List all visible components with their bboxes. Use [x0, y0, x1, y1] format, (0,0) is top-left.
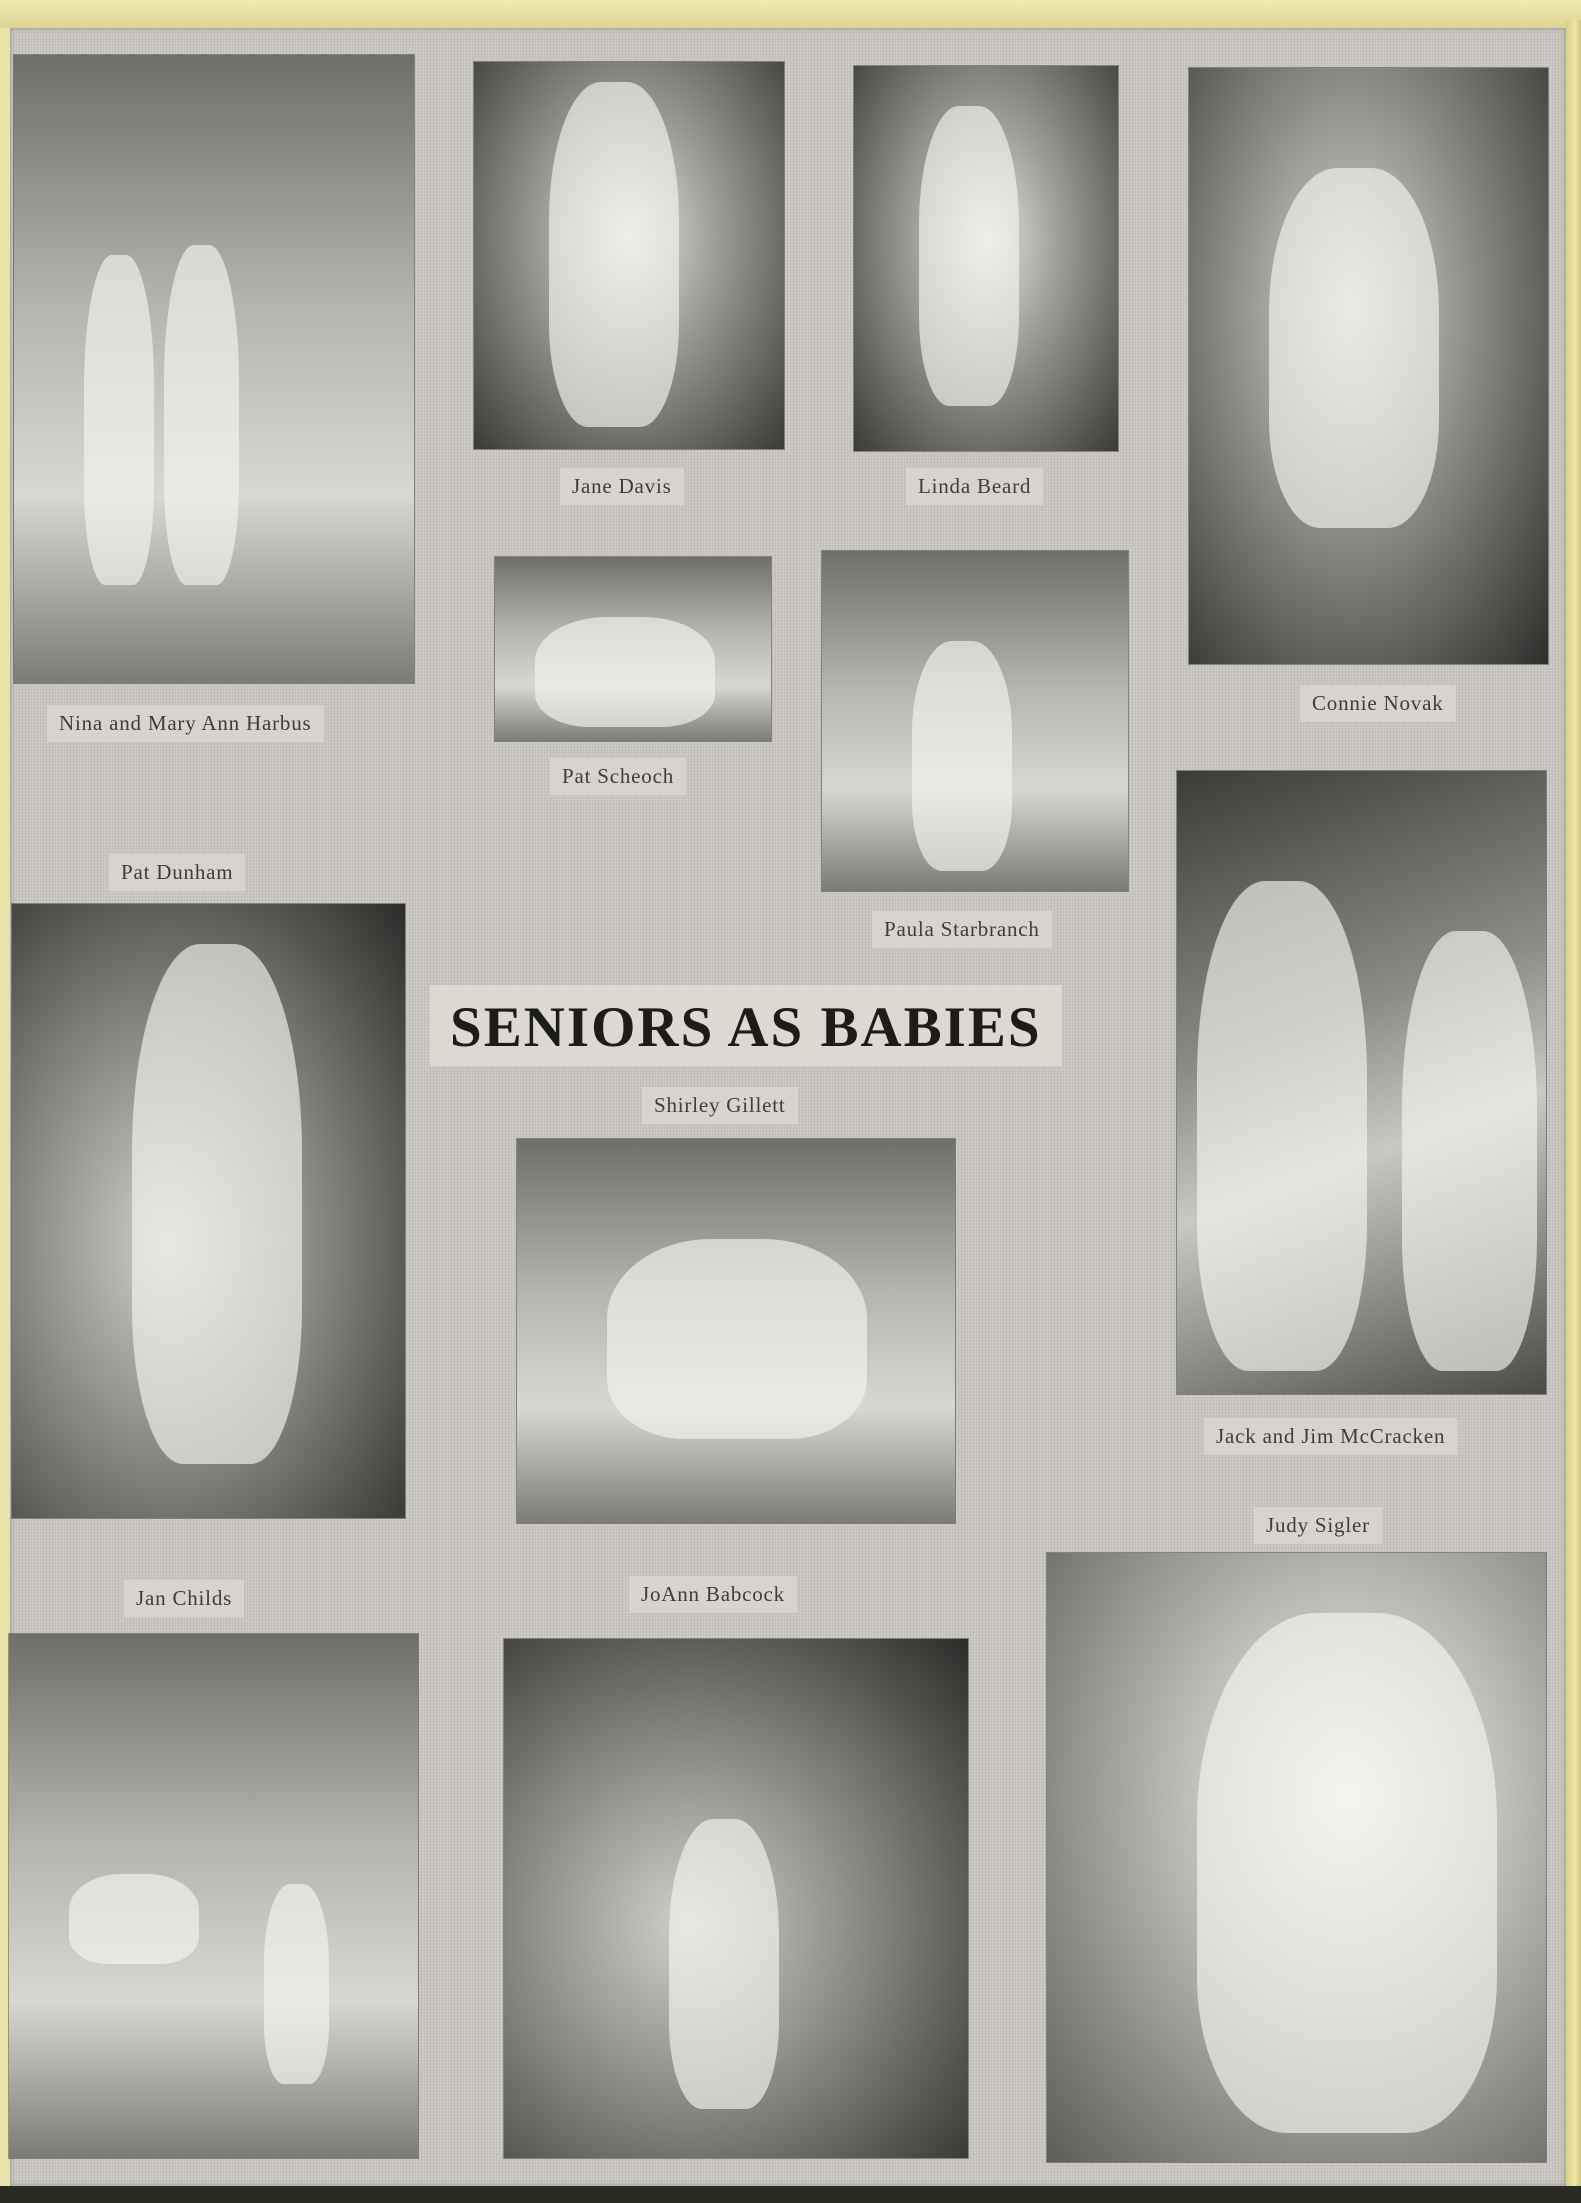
child-figure [132, 944, 302, 1464]
photo-paula-starbranch [822, 551, 1128, 891]
caption-pat-scheoch: Pat Scheoch [550, 758, 686, 795]
child-figure [669, 1819, 779, 2109]
child-figure [919, 106, 1019, 406]
caption-jan-childs: Jan Childs [124, 1580, 244, 1617]
photo-jane-davis [474, 62, 784, 449]
child-figure [264, 1884, 329, 2084]
child-figure [912, 641, 1012, 871]
caption-joann-babcock: JoAnn Babcock [629, 1576, 797, 1613]
photo-linda-beard [854, 66, 1118, 451]
child-figure [1402, 931, 1537, 1371]
child-figure [164, 245, 239, 585]
page-right-edge [1566, 20, 1581, 2190]
photo-jack-jim-mccracken [1177, 771, 1546, 1394]
photo-joann-babcock [504, 1639, 968, 2158]
child-figure [84, 255, 154, 585]
child-figure [607, 1239, 867, 1439]
page-top-edge [0, 0, 1581, 28]
caption-judy-sigler: Judy Sigler [1254, 1507, 1382, 1544]
photo-pat-scheoch [495, 557, 771, 741]
caption-connie-novak: Connie Novak [1300, 685, 1456, 722]
photo-shirley-gillett [517, 1139, 955, 1523]
page-bottom-edge [0, 2186, 1581, 2203]
child-figure [1269, 168, 1439, 528]
photo-pat-dunham [12, 904, 405, 1518]
caption-linda-beard: Linda Beard [906, 468, 1043, 505]
photo-connie-novak [1189, 68, 1548, 664]
child-figure [549, 82, 679, 427]
page-title: SENIORS AS BABIES [450, 996, 1042, 1059]
caption-jack-jim-mccracken: Jack and Jim McCracken [1204, 1418, 1457, 1455]
child-figure [69, 1874, 199, 1964]
caption-pat-dunham: Pat Dunham [109, 854, 245, 891]
photo-nina-mary-harbus [14, 55, 414, 683]
photo-judy-sigler [1047, 1553, 1546, 2162]
child-figure [1197, 881, 1367, 1371]
caption-jane-davis: Jane Davis [560, 468, 684, 505]
photo-jan-childs [9, 1634, 418, 2158]
caption-nina-mary-harbus: Nina and Mary Ann Harbus [47, 705, 324, 742]
caption-paula-starbranch: Paula Starbranch [872, 911, 1052, 948]
caption-shirley-gillett: Shirley Gillett [642, 1087, 798, 1124]
child-figure [535, 617, 715, 727]
child-figure [1197, 1613, 1497, 2133]
title-banner [430, 985, 1062, 1066]
